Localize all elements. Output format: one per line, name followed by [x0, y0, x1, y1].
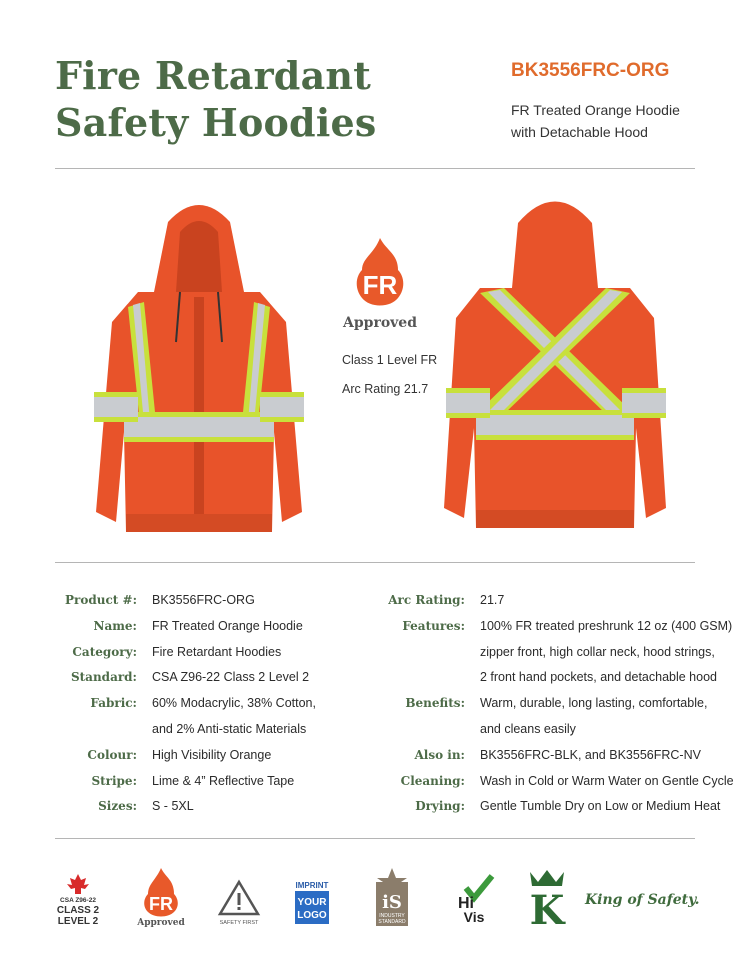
safety-first-logo [216, 878, 262, 926]
class-level-text: Class 1 Level FR [342, 353, 438, 367]
spec-value: 60% Modacrylic, 38% Cotton, [152, 696, 316, 711]
product-subtitle [511, 99, 680, 143]
your-text: YOUR [297, 897, 327, 908]
spec-label: Category: [72, 644, 137, 659]
title-line-2: Safety Hoodies [55, 100, 377, 145]
spec-label: Name: [93, 618, 137, 633]
divider-bottom [55, 838, 695, 839]
spec-value: S - 5XL [152, 799, 194, 814]
spec-value: High Visibility Orange [152, 747, 272, 762]
arc-rating-text: Arc Rating 21.7 [342, 382, 429, 396]
spec-value: BK3556FRC-ORG [152, 593, 255, 607]
subtitle-line-2: with Detachable Hood [511, 124, 648, 140]
k-letter: K [529, 887, 565, 926]
product-sku: BK3556FRC-ORG [511, 60, 670, 81]
spec-label: Stripe: [91, 773, 137, 788]
fr-approved-logo [134, 866, 188, 928]
spec-value: BK3556FRC-BLK, and BK3556FRC-NV [480, 747, 701, 762]
csa-standard-text: CSA Z96-22 [60, 897, 96, 904]
spec-label: Fabric: [90, 696, 137, 711]
spec-value: FR Treated Orange Hoodie [152, 618, 303, 633]
industry-text: INDUSTRY [379, 913, 405, 919]
divider-middle [55, 562, 695, 563]
spec-label: Drying: [415, 799, 465, 814]
spec-label: Standard: [70, 670, 137, 685]
spec-value: 100% FR treated preshrunk 12 oz (400 GSM) [480, 618, 733, 633]
king-of-safety-wordmark: King of Safety. [585, 892, 700, 908]
standard-text: STANDARD [378, 919, 406, 925]
spec-label: Benefits: [405, 696, 465, 711]
divider-top [55, 168, 695, 169]
subtitle-line-1: FR Treated Orange Hoodie [511, 102, 680, 118]
hoodie-front-image [88, 192, 310, 537]
spec-value: 2 front hand pockets, and detachable hood [480, 670, 717, 685]
fr-logo-approved: Approved [137, 918, 185, 928]
spec-value: 21.7 [480, 593, 505, 607]
csa-class-text: CLASS 2 [56, 905, 100, 916]
spec-label: Also in: [414, 747, 465, 762]
csa-level-text: LEVEL 2 [57, 916, 99, 927]
logo-text: LOGO [297, 910, 327, 921]
spec-value: and 2% Anti-static Materials [152, 722, 307, 736]
safety-first-text: SAFETY FIRST [219, 920, 259, 926]
spec-value: Fire Retardant Hoodies [152, 644, 282, 659]
spec-label: Arc Rating: [388, 593, 465, 607]
hivis-hi-text: Hi [458, 895, 474, 912]
spec-value: Wash in Cold or Warm Water on Gentle Cycle [480, 773, 734, 788]
king-of-safety-crown-logo [526, 868, 568, 926]
spec-value: Lime & 4” Reflective Tape [152, 773, 295, 788]
industry-standard-logo [370, 866, 414, 928]
spec-label: Features: [402, 618, 465, 633]
hivis-vis-text: Vis [463, 909, 485, 924]
fr-approved-badge [340, 236, 420, 331]
hi-vis-logo [452, 874, 496, 924]
imprint-text: IMPRINT [295, 881, 329, 890]
fr-flame-text: FR [362, 270, 398, 300]
spec-value: Warm, durable, long lasting, comfortable, [480, 696, 708, 711]
spec-value: Gentle Tumble Dry on Low or Medium Heat [480, 799, 721, 814]
csa-class2-level2-logo [55, 872, 101, 930]
spec-label: Cleaning: [400, 773, 465, 788]
spec-value: CSA Z96-22 Class 2 Level 2 [152, 670, 310, 685]
fr-approved-label: Approved [343, 315, 417, 331]
fr-flame-icon [350, 236, 410, 308]
imprint-your-logo-logo [292, 878, 332, 926]
spec-label: Sizes: [98, 799, 137, 814]
page-title [55, 52, 376, 146]
hoodie-back-image [440, 188, 670, 533]
spec-label: Colour: [87, 747, 137, 762]
rating-info [342, 346, 437, 404]
title-line-1: Fire Retardant [55, 53, 371, 98]
spec-value: zipper front, high collar neck, hood strings, [480, 644, 715, 659]
is-text: iS [382, 892, 402, 913]
spec-value: and cleans easily [480, 722, 576, 736]
spec-label: Product #: [65, 593, 137, 607]
fr-logo-text: FR [149, 894, 173, 914]
